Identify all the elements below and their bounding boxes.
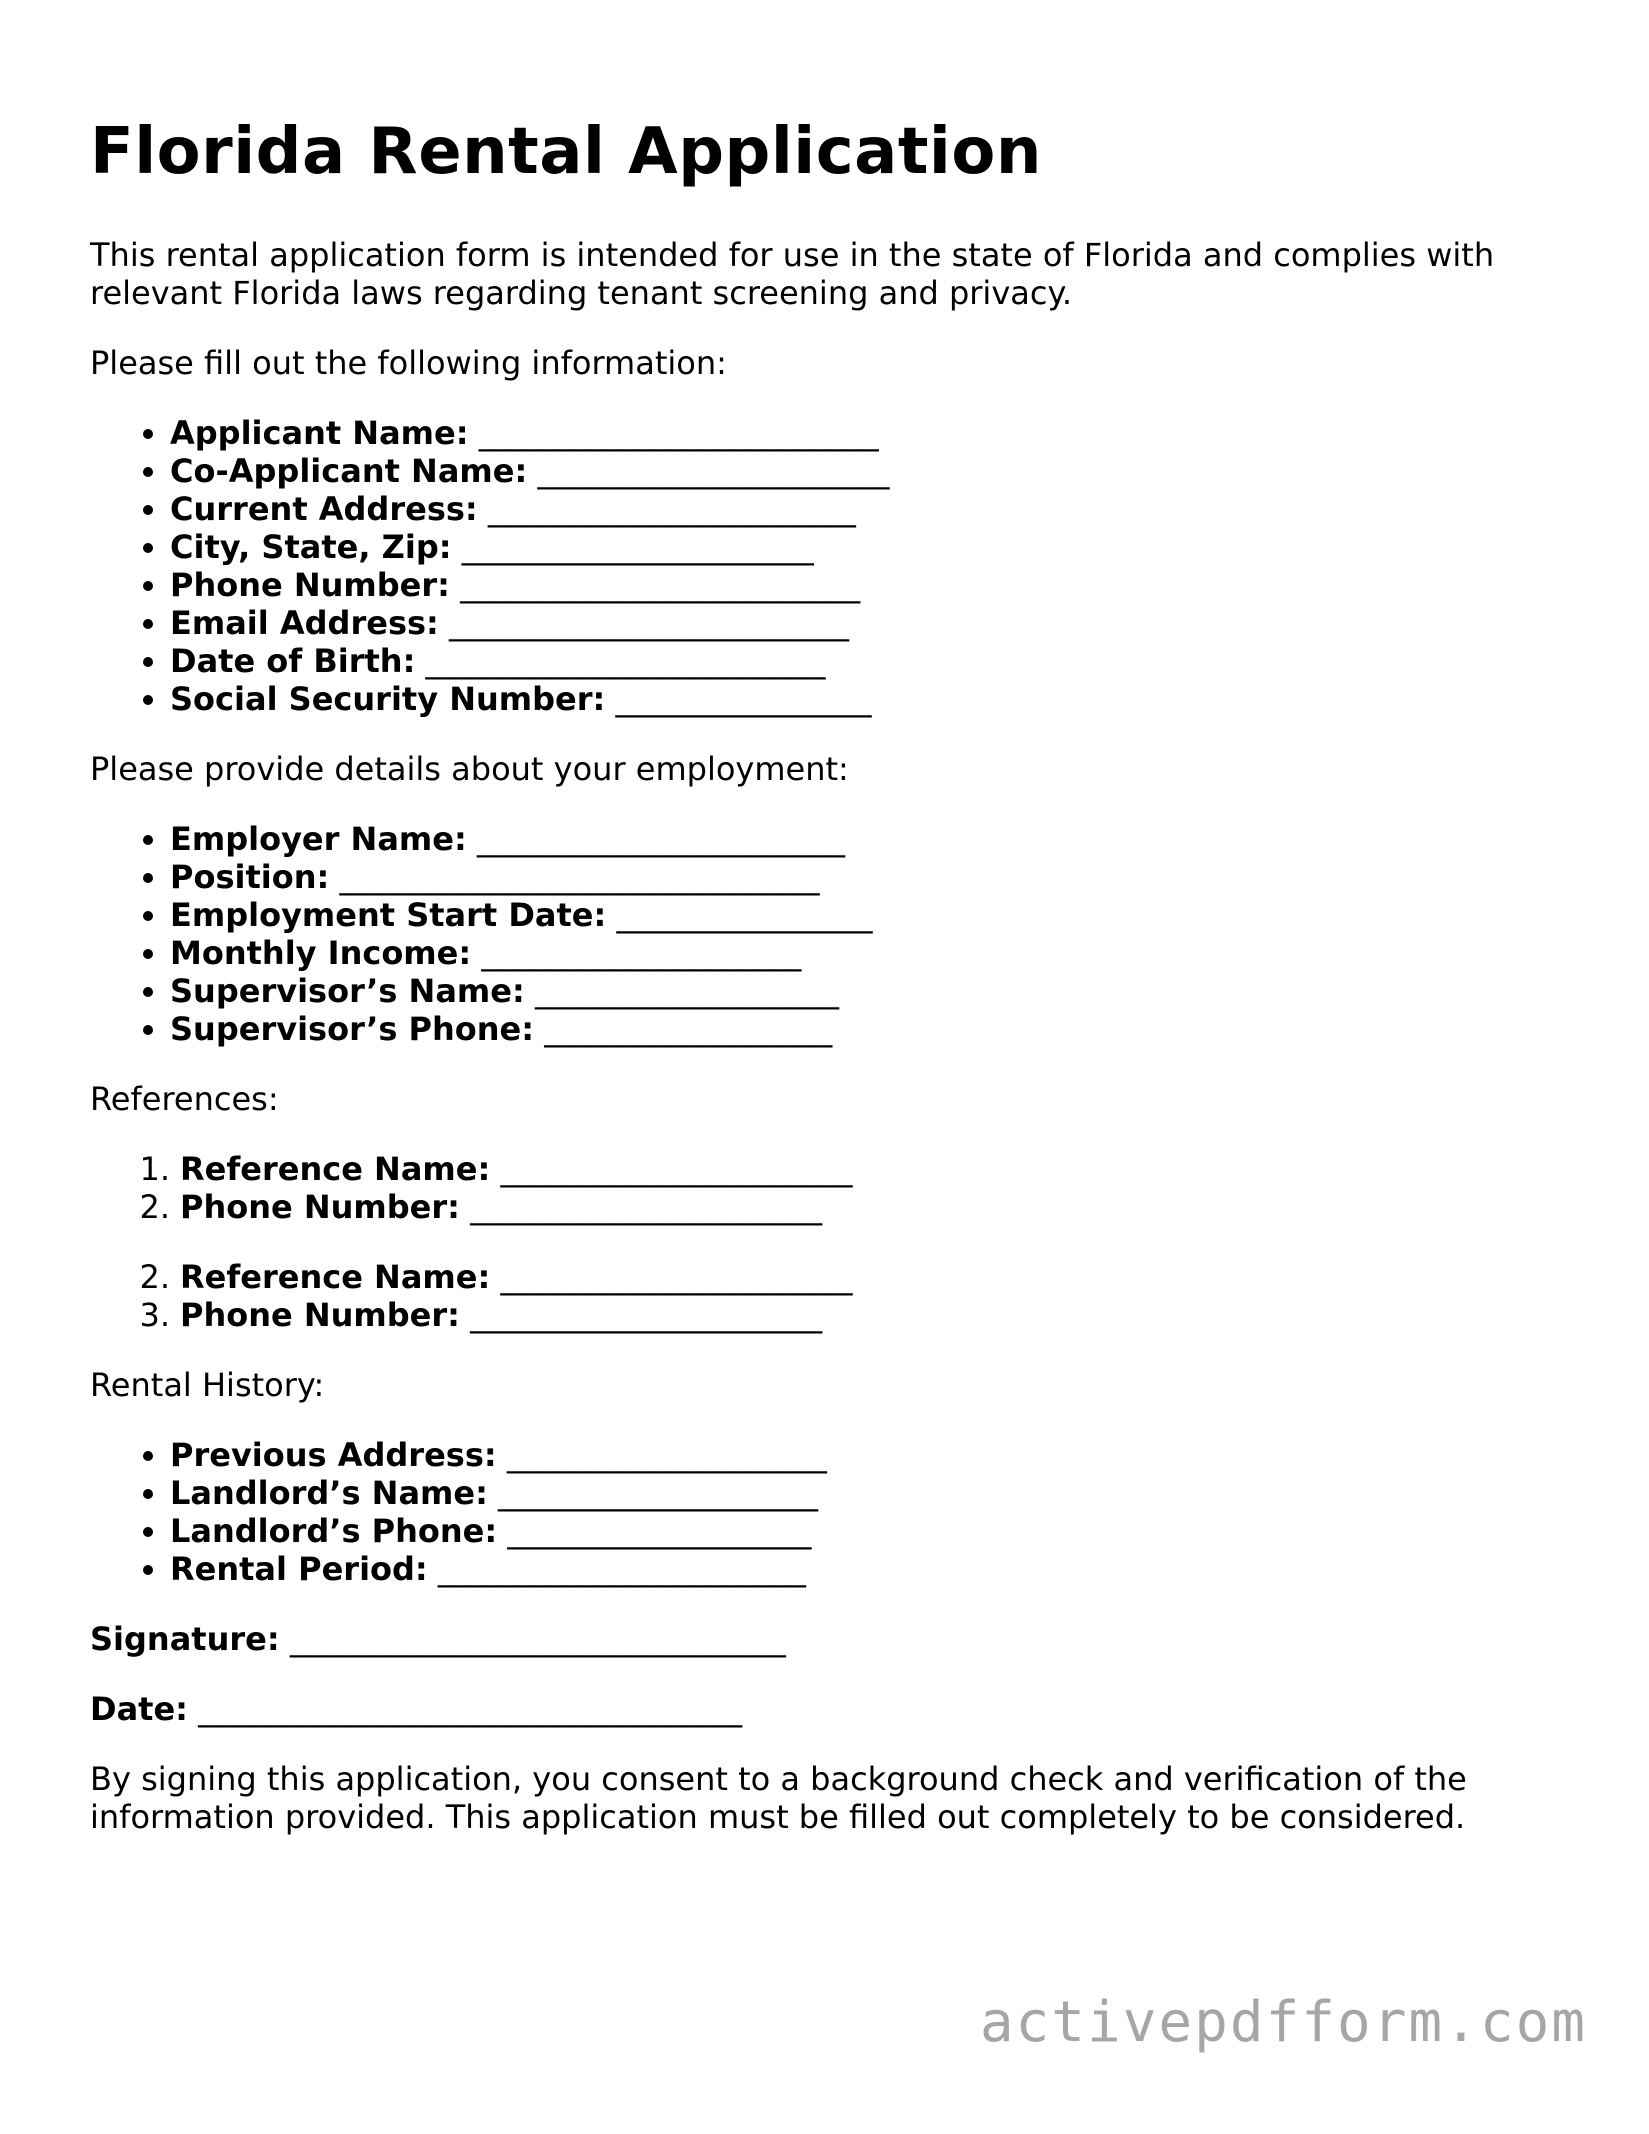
list-item: [170, 452, 1570, 490]
field-label: Date of Birth:: [170, 642, 416, 680]
fill-blank[interactable]: _______________________: [487, 490, 856, 528]
list-item: [170, 680, 1570, 718]
list-item: [170, 642, 1570, 680]
fill-blank[interactable]: ___________________: [534, 972, 839, 1010]
fill-blank[interactable]: ____________________: [506, 1436, 827, 1474]
list-item: [170, 490, 1570, 528]
list-item: [170, 1010, 1570, 1048]
fill-blank[interactable]: ______________________: [500, 1258, 853, 1296]
fill-blank[interactable]: ____________________: [481, 934, 802, 972]
fill-blank[interactable]: ________________: [615, 680, 872, 718]
field-label: Rental Period:: [170, 1550, 428, 1588]
document-page: [90, 112, 1570, 1868]
employment-heading: Please provide details about your employment:: [90, 750, 849, 788]
list-item: [170, 1512, 1570, 1550]
list-item: [170, 858, 1570, 896]
field-label: Phone Number:: [180, 1188, 460, 1226]
employment-fields-list: [90, 820, 1570, 1048]
fill-blank[interactable]: _________________________: [460, 566, 861, 604]
fill-blank[interactable]: _________________________: [478, 414, 879, 452]
list-item: [130, 1258, 1570, 1296]
list-item: [170, 566, 1570, 604]
field-label: Applicant Name:: [170, 414, 469, 452]
item-number: 2.: [139, 1188, 170, 1226]
fill-blank[interactable]: _________________________: [449, 604, 849, 642]
list-item: [130, 1188, 1570, 1226]
fill-blank[interactable]: ______________________: [470, 1188, 823, 1226]
watermark: activepdfform.com: [979, 1990, 1587, 2055]
field-label: Supervisor’s Name:: [170, 972, 525, 1010]
references-heading: References:: [90, 1080, 279, 1118]
fill-blank[interactable]: ______________________________: [339, 858, 820, 896]
references-list-2: [90, 1258, 1570, 1334]
field-label: Position:: [170, 858, 330, 896]
field-label: Landlord’s Name:: [170, 1474, 488, 1512]
references-list-1: [90, 1150, 1570, 1226]
fill-blank[interactable]: ___________________: [507, 1512, 812, 1550]
item-number: 3.: [139, 1296, 170, 1334]
list-item: [170, 604, 1570, 642]
fill-blank[interactable]: ______________________: [461, 528, 814, 566]
field-label: Co-Applicant Name:: [170, 452, 528, 490]
field-label: City, State, Zip:: [170, 528, 452, 566]
fill-blank[interactable]: _______________________: [476, 820, 845, 858]
list-item: [170, 896, 1570, 934]
consent-paragraph: By signing this application, you consent to a background check and verification of the information provided. This application must be filled out completely to be considered.: [90, 1760, 1467, 1836]
list-item: [170, 1474, 1570, 1512]
fill-blank[interactable]: ______________________: [537, 452, 890, 490]
rental-history-list: [90, 1436, 1570, 1588]
fill-blank[interactable]: _________________________: [425, 642, 826, 680]
signature-label: Signature:: [90, 1620, 280, 1658]
list-item: [170, 1436, 1570, 1474]
item-number: 1.: [139, 1150, 170, 1188]
field-label: Employer Name:: [170, 820, 467, 858]
date-label: Date:: [90, 1690, 188, 1728]
field-label: Employment Start Date:: [170, 896, 607, 934]
field-label: Landlord’s Phone:: [170, 1512, 498, 1550]
field-label: Reference Name:: [180, 1258, 491, 1296]
list-item: [170, 1550, 1570, 1588]
list-item: [170, 414, 1570, 452]
list-item: [130, 1296, 1570, 1334]
fill-blank[interactable]: ______________________: [470, 1296, 823, 1334]
list-item: [170, 820, 1570, 858]
date-blank[interactable]: __________________________________: [198, 1690, 743, 1728]
intro-paragraph: This rental application form is intended for use in the state of Florida and complies with relevant Florida laws regarding tenant screening and privacy.: [90, 236, 1495, 312]
field-label: Previous Address:: [170, 1436, 497, 1474]
fill-blank[interactable]: ________________: [616, 896, 873, 934]
fill-blank[interactable]: __________________: [544, 1010, 833, 1048]
signature-blank[interactable]: _______________________________: [289, 1620, 786, 1658]
item-number: 2.: [139, 1258, 170, 1296]
field-label: Social Security Number:: [170, 680, 606, 718]
field-label: Reference Name:: [180, 1150, 491, 1188]
field-label: Email Address:: [170, 604, 439, 642]
signature-line: [90, 1620, 1570, 1658]
personal-heading: Please fill out the following information:: [90, 344, 727, 382]
fill-blank[interactable]: _______________________: [437, 1550, 806, 1588]
field-label: Phone Number:: [170, 566, 450, 604]
field-label: Supervisor’s Phone:: [170, 1010, 535, 1048]
field-label: Monthly Income:: [170, 934, 472, 972]
field-label: Phone Number:: [180, 1296, 460, 1334]
rental-history-heading: Rental History:: [90, 1366, 325, 1404]
list-item: [170, 528, 1570, 566]
page-title: Florida Rental Application: [90, 115, 1042, 189]
list-item: [170, 934, 1570, 972]
field-label: Current Address:: [170, 490, 478, 528]
personal-fields-list: [90, 414, 1570, 718]
list-item: [170, 972, 1570, 1010]
fill-blank[interactable]: ____________________: [498, 1474, 819, 1512]
fill-blank[interactable]: ______________________: [500, 1150, 853, 1188]
list-item: [130, 1150, 1570, 1188]
date-line: [90, 1690, 1570, 1728]
